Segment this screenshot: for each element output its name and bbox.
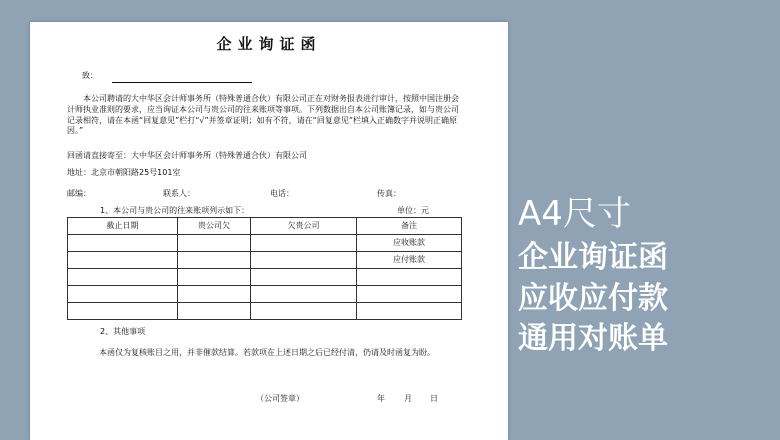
table-header-row (68, 218, 462, 235)
table-cell (68, 235, 178, 252)
table-row (68, 286, 462, 303)
postcode-label: 邮编： (67, 189, 91, 198)
table-cell (178, 235, 251, 252)
col-owed-to-you: 欠贵公司 (251, 218, 357, 235)
table-row (68, 303, 462, 320)
document-title: 企业询证函 (216, 35, 322, 53)
phone-label: 电话： (270, 189, 294, 198)
table-cell (68, 269, 178, 286)
table-cell (251, 286, 357, 303)
table-cell-note: 应收账款 (357, 235, 462, 252)
address: 地址：北京市朝阳路25号101室 (67, 168, 181, 177)
table-cell (178, 269, 251, 286)
side-caption-size: A4尺寸 (518, 194, 631, 234)
table-cell (178, 252, 251, 269)
table-cell-note (357, 303, 462, 320)
col-owed-by-you: 贵公司欠 (178, 218, 251, 235)
table-row (68, 235, 462, 252)
month-label: 月 (404, 394, 412, 403)
table-cell-note (357, 286, 462, 303)
col-cutoff-date: 截止日期 (68, 218, 178, 235)
recipient-line (112, 82, 252, 83)
section-1: 1、本公司与贵公司的往来账项列示如下： (100, 206, 250, 215)
unit-label: 单位：元 (397, 206, 429, 215)
seal-label: （公司签章） (256, 394, 304, 403)
year-label: 年 (377, 394, 385, 403)
table-cell (68, 303, 178, 320)
table-cell-note: 应付账款 (357, 252, 462, 269)
intro-paragraph: 本公司聘请的大中华区会计师事务所（特殊普通合伙）有限公司正在对财务报表进行审计，按照中国注册会计师执业准则的要求，应当询证本公司与贵公司的往来账项等事项。下列数据出自本公司账簿记录，如与贵公司记录相符，请在本函“回复意见”栏打“√”并签章证明；如有不符，请在“回复意见”栏填入正确数字并说明正确原因。” (67, 94, 459, 136)
table-cell (178, 303, 251, 320)
day-label: 日 (430, 394, 438, 403)
side-caption-title: 企业询证函 (518, 240, 668, 275)
side-caption-receivable: 应收应付款 (518, 281, 668, 316)
to-label: 致： (82, 71, 98, 80)
table-cell (251, 303, 357, 320)
table-cell (251, 235, 357, 252)
table-cell (68, 252, 178, 269)
section-2: 2、其他事项 (100, 327, 146, 336)
table-cell-note (357, 269, 462, 286)
col-remarks: 备注 (357, 218, 462, 235)
table-cell (178, 286, 251, 303)
table-row (68, 252, 462, 269)
table-cell (251, 269, 357, 286)
table-cell (251, 252, 357, 269)
fax-label: 传真： (377, 189, 401, 198)
closing-paragraph: 本函仅为复核账目之用，并非催款结算。若款项在上述日期之后已经付清，仍请及时函复为盼。 (99, 348, 435, 357)
contact-label: 联系人： (163, 189, 195, 198)
account-table (67, 217, 462, 320)
table-row (68, 269, 462, 286)
table-cell (68, 286, 178, 303)
document-page (30, 22, 508, 440)
side-caption-statement: 通用对账单 (518, 321, 668, 356)
reply-to: 回函请直接寄至：大中华区会计师事务所（特殊普通合伙）有限公司 (67, 151, 307, 160)
